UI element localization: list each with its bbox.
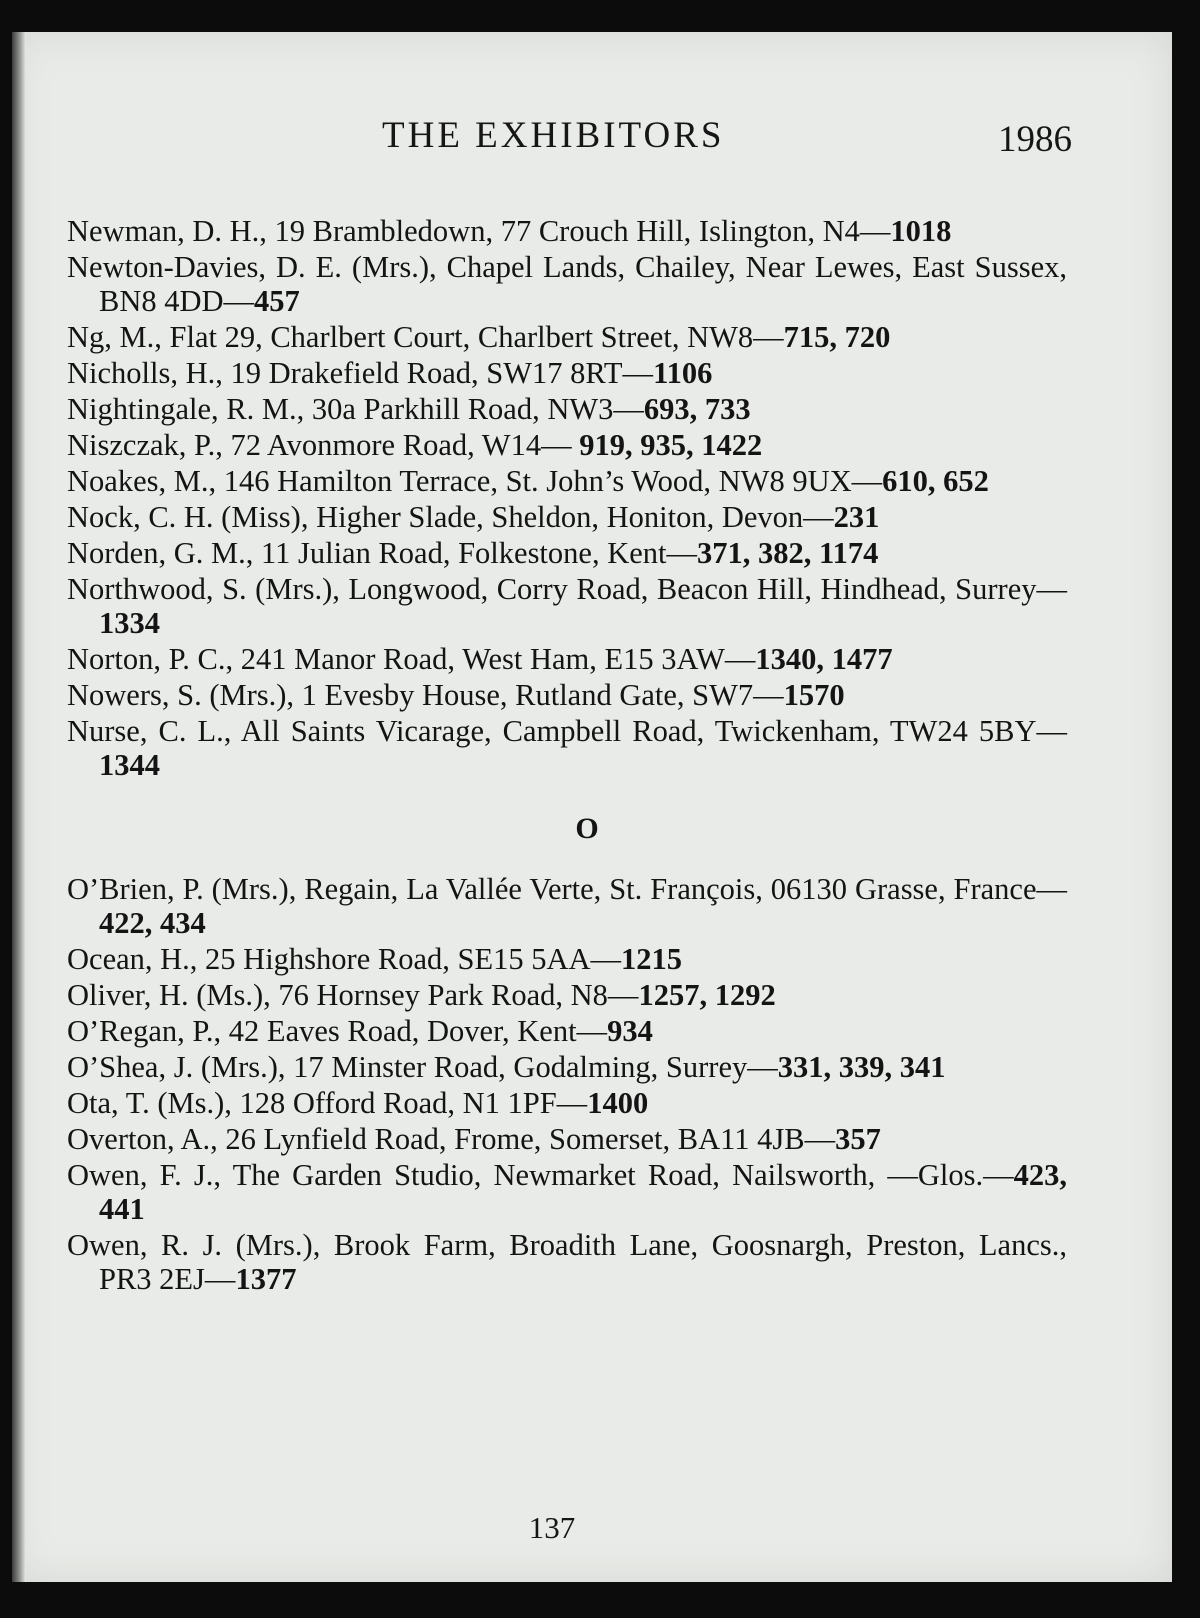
catalogue-numbers: 422, 434 bbox=[99, 906, 206, 940]
catalogue-numbers: 1334 bbox=[99, 606, 160, 640]
exhibitor-address: Norton, P. C., 241 Manor Road, West Ham, E15 3AW— bbox=[67, 642, 756, 676]
catalogue-numbers: 1377 bbox=[235, 1262, 297, 1296]
exhibitor-address: Owen, R. J. (Mrs.), Brook Farm, Broadith Lane, Goosnargh, Preston, Lancs., PR3 2EJ— bbox=[67, 1228, 1067, 1296]
exhibitor-entry bbox=[67, 642, 1067, 676]
exhibitor-entry bbox=[67, 1086, 1067, 1120]
exhibitor-address: Noakes, M., 146 Hamilton Terrace, St. John’s Wood, NW8 9UX— bbox=[67, 464, 883, 498]
exhibitor-entry bbox=[67, 872, 1067, 940]
exhibitor-address: Nicholls, H., 19 Drakefield Road, SW17 8RT— bbox=[67, 356, 654, 390]
exhibitor-entry bbox=[67, 572, 1067, 640]
exhibitor-entry bbox=[67, 464, 1067, 498]
exhibitor-entry bbox=[67, 1050, 1067, 1084]
catalogue-numbers: 357 bbox=[835, 1122, 881, 1156]
exhibitor-entry bbox=[67, 678, 1067, 712]
exhibitor-address: Nowers, S. (Mrs.), 1 Evesby House, Rutland Gate, SW7— bbox=[67, 678, 784, 712]
catalogue-numbers: 1106 bbox=[653, 356, 713, 390]
exhibitor-address: Norden, G. M., 11 Julian Road, Folkestone, Kent— bbox=[67, 536, 697, 570]
exhibitor-address: Overton, A., 26 Lynfield Road, Frome, Somerset, BA11 4JB— bbox=[67, 1122, 836, 1156]
exhibitor-address: O’Regan, P., 42 Eaves Road, Dover, Kent— bbox=[67, 1014, 608, 1048]
catalogue-numbers: 1400 bbox=[587, 1086, 649, 1120]
catalogue-numbers: 1344 bbox=[99, 748, 160, 782]
exhibitor-list bbox=[67, 214, 1067, 1298]
exhibitor-address: Niszczak, P., 72 Avonmore Road, W14— bbox=[67, 428, 580, 462]
section-letter-heading: O bbox=[575, 812, 599, 845]
exhibitor-entry bbox=[67, 714, 1067, 782]
catalogue-numbers: 331, 339, 341 bbox=[777, 1050, 946, 1084]
exhibitor-entry bbox=[67, 500, 1067, 534]
exhibitor-entry bbox=[67, 214, 1067, 248]
catalogue-numbers: 919, 935, 1422 bbox=[579, 428, 763, 462]
page-gutter-shadow bbox=[12, 32, 26, 1582]
exhibitor-address: O’Brien, P. (Mrs.), Regain, La Vallée Verte, St. François, 06130 Grasse, France— bbox=[67, 872, 1067, 906]
running-title: THE EXHIBITORS bbox=[382, 115, 725, 156]
catalogue-numbers: 423, 441 bbox=[99, 1158, 1067, 1226]
exhibitor-entry bbox=[67, 320, 1067, 354]
exhibitor-entry bbox=[67, 1158, 1067, 1226]
exhibitor-address: Ota, T. (Ms.), 128 Offord Road, N1 1PF— bbox=[67, 1086, 588, 1120]
exhibitor-address: Oliver, H. (Ms.), 76 Hornsey Park Road, N8— bbox=[67, 978, 639, 1012]
header-year: 1986 bbox=[998, 119, 1072, 160]
exhibitor-address: Newman, D. H., 19 Brambledown, 77 Crouch Hill, Islington, N4— bbox=[67, 214, 891, 248]
exhibitor-address: Owen, F. J., The Garden Studio, Newmarket Road, Nailsworth, —Glos.— bbox=[67, 1158, 1014, 1192]
exhibitor-address: Ocean, H., 25 Highshore Road, SE15 5AA— bbox=[67, 942, 622, 976]
exhibitor-address: Nurse, C. L., All Saints Vicarage, Campbell Road, Twickenham, TW24 5BY— bbox=[67, 714, 1067, 748]
catalogue-numbers: 1018 bbox=[890, 214, 952, 248]
exhibitor-entry bbox=[67, 1122, 1067, 1156]
exhibitor-address: O’Shea, J. (Mrs.), 17 Minster Road, Godalming, Surrey— bbox=[67, 1050, 778, 1084]
book-page bbox=[12, 32, 1172, 1582]
exhibitor-address: Ng, M., Flat 29, Charlbert Court, Charlbert Street, NW8— bbox=[67, 320, 784, 354]
exhibitor-entry bbox=[67, 1228, 1067, 1296]
exhibitor-address: Nightingale, R. M., 30a Parkhill Road, NW3— bbox=[67, 392, 644, 426]
catalogue-numbers: 934 bbox=[607, 1014, 653, 1048]
exhibitor-entry bbox=[67, 942, 1067, 976]
catalogue-numbers: 1257, 1292 bbox=[638, 978, 776, 1012]
exhibitor-entry bbox=[67, 356, 1067, 390]
catalogue-numbers: 457 bbox=[254, 284, 300, 318]
running-header bbox=[12, 114, 1172, 164]
exhibitor-entry bbox=[67, 250, 1067, 318]
exhibitor-address: Northwood, S. (Mrs.), Longwood, Corry Road, Beacon Hill, Hindhead, Surrey— bbox=[67, 572, 1067, 606]
catalogue-numbers: 1570 bbox=[783, 678, 845, 712]
catalogue-numbers: 371, 382, 1174 bbox=[697, 536, 879, 570]
catalogue-numbers: 693, 733 bbox=[643, 392, 751, 426]
page-number: 137 bbox=[528, 1510, 576, 1545]
exhibitor-entry bbox=[67, 536, 1067, 570]
exhibitor-address: Newton-Davies, D. E. (Mrs.), Chapel Lands, Chailey, Near Lewes, East Sussex, BN8 4DD— bbox=[67, 250, 1067, 318]
catalogue-numbers: 610, 652 bbox=[882, 464, 989, 498]
exhibitor-address: Nock, C. H. (Miss), Higher Slade, Sheldon, Honiton, Devon— bbox=[67, 500, 834, 534]
exhibitor-entry bbox=[67, 392, 1067, 426]
catalogue-numbers: 715, 720 bbox=[783, 320, 891, 354]
catalogue-numbers: 1340, 1477 bbox=[755, 642, 893, 676]
catalogue-numbers: 231 bbox=[833, 500, 880, 534]
exhibitor-entry bbox=[67, 1014, 1067, 1048]
exhibitor-entry bbox=[67, 978, 1067, 1012]
exhibitor-entry bbox=[67, 428, 1067, 462]
catalogue-numbers: 1215 bbox=[621, 942, 683, 976]
